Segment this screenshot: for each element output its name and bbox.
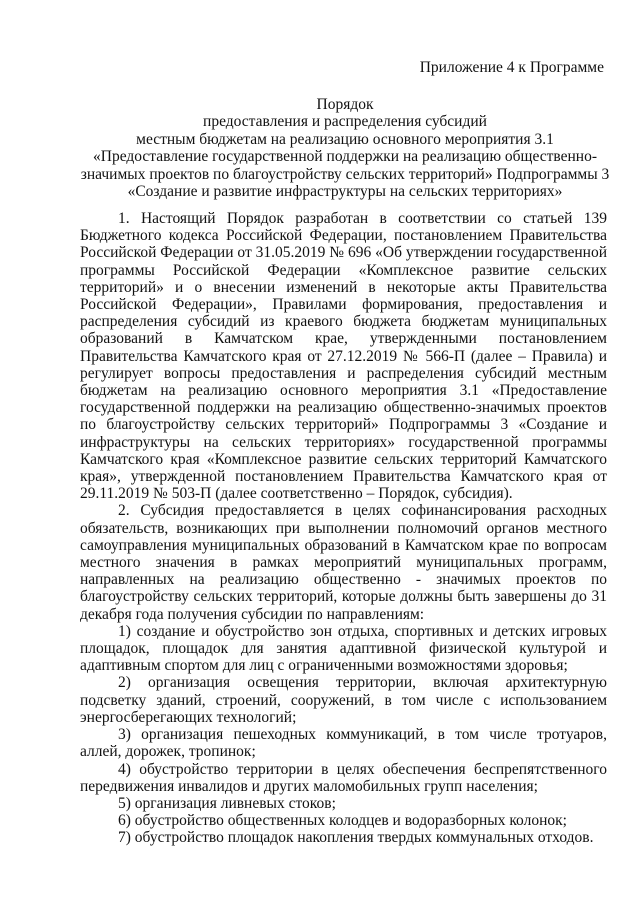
paragraph-2: 2. Субсидия предоставляется в целях софинансирования расходных обязательств, возникающих при выполнении полномочий органов местного самоуправления муниципальных образований в Камчатском крае по вопросам местного значения в рамках мероприятий муниципальных программ, направленных на реализацию общественно - значимых проектов по благоустройству сельских территорий, которые должны быть завершены до 31 декабря года получения субсидии по направлениям:: [80, 502, 607, 623]
appendix-reference: Приложение 4 к Программе: [419, 59, 604, 76]
list-item-2: 2) организация освещения территории, включая архитектурную подсветку зданий, строений, сооружений, в том числе с использованием энергосберегающих технологий;: [80, 674, 607, 726]
list-item-7: 7) обустройство площадок накопления твердых коммунальных отходов.: [118, 829, 594, 847]
title-line: местным бюджетам на реализацию основного мероприятия 3.1: [136, 130, 554, 148]
list-item-4: 4) обустройство территории в целях обеспечения беспрепятственного передвижения инвалидов и других маломобильных групп населения;: [80, 760, 607, 795]
title-line: Порядок: [316, 96, 374, 113]
list-item-6: 6) обустройство общественных колодцев и водоразборных колонок;: [118, 812, 567, 830]
list-item-1: 1) создание и обустройство зон отдыха, спортивных и детских игровых площадок, площадок для занятия адаптивной физической культурой и адаптивным спортом для лиц с ограниченными возможностями здоровья;: [80, 622, 607, 675]
list-item-3: 3) организация пешеходных коммуникаций, в том числе тротуаров, аллей, дорожек, тропинок;: [80, 726, 607, 761]
document-body: [80, 210, 607, 847]
document-title: [80, 96, 610, 200]
title-line: «Предоставление государственной поддержки на реализацию общественно-: [93, 148, 597, 166]
list-item-5: 5) организация ливневых стоков;: [118, 794, 336, 812]
paragraph-1: 1. Настоящий Порядок разработан в соответствии со статьей 139 Бюджетного кодекса Российской Федерации, постановлением Правительства Российской Федерации от 31.05.2019 № 696 «Об утверждении государственной программы Российской Федерации «Комплексное развитие сельских территорий» и о внесении изменений в некоторые акты Правительства Российской Федерации», Правилами формирования, предоставления и распределения субсидий из краевого бюджета бюджетам муниципальных образований в Камчатском крае, утвержденными постановлением Правительства Камчатского края от 27.12.2019 № 566-П (далее – Правила) и регулирует вопросы предоставления и распределения субсидий местным бюджетам на реализацию основного мероприятия 3.1 «Предоставление государственной поддержки на реализацию общественно-значимых проектов по благоустройству сельских территорий» Подпрограммы 3 «Создание и инфраструктуры на сельских территориях» государственной программы Камчатского края «Комплексное развитие сельских территорий Камчатского края», утвержденной постановлением Правительства Камчатского края от 29.11.2019 № 503-П (далее соответственно – Порядок, субсидия).: [80, 210, 607, 503]
title-line: значимых проектов по благоустройству сельских территорий» Подпрограммы 3: [80, 165, 610, 183]
title-line: предоставления и распределения субсидий: [203, 113, 487, 131]
title-line: «Создание и развитие инфраструктуры на сельских территориях»: [127, 183, 563, 201]
